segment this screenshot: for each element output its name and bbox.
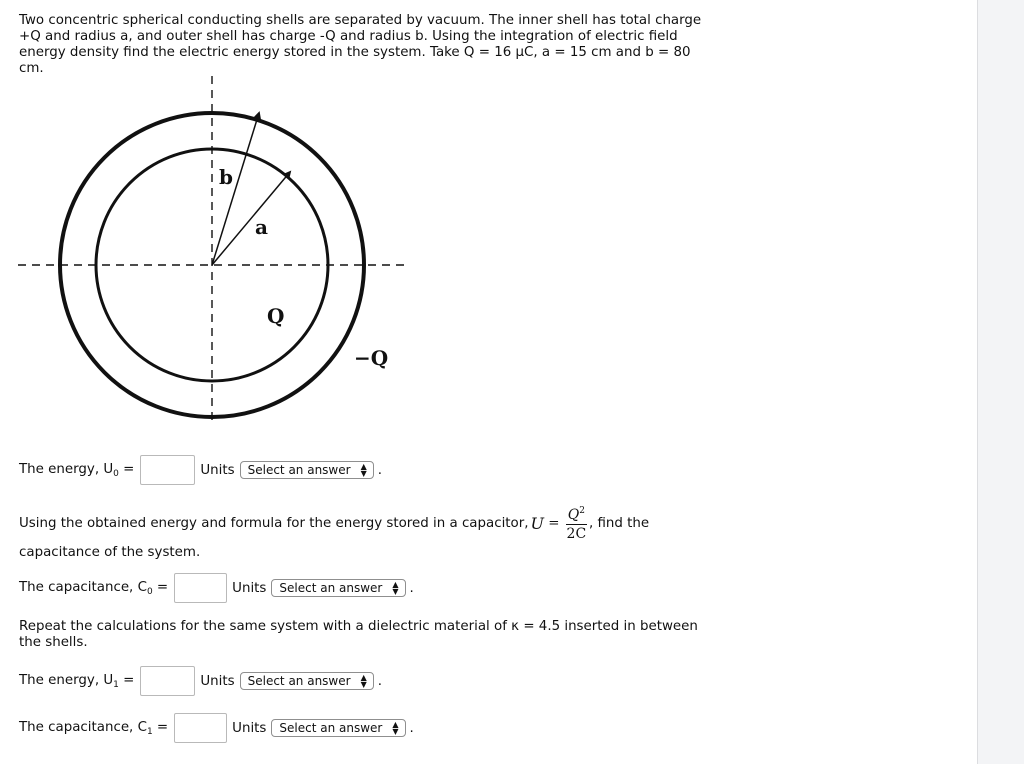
capacitor-paragraph (19, 504, 719, 561)
capacitance-c1-units-label: Units (232, 720, 267, 736)
select-arrows-icon: ▲ ▼ (360, 673, 367, 689)
capacitance-c1-label: The capacitance, $C_1$ = (19, 719, 169, 737)
label-b: b (219, 165, 233, 189)
select-arrows-icon: ▲ ▼ (392, 580, 399, 596)
energy-u1-units-label: Units (200, 673, 235, 689)
fraction-denominator: 2C (566, 526, 587, 542)
fraction-comma: , (588, 515, 594, 531)
capacitance-c0-input[interactable] (174, 573, 227, 603)
capacitance-c1-select-text: Select an answer (279, 721, 383, 735)
energy-u1-select-text: Select an answer (247, 674, 351, 688)
capacitance-c0-label: The capacitance, $C_0$ = (19, 579, 169, 597)
label-q-outer: −Q (354, 346, 389, 370)
capacitance-c0-period: . (409, 580, 414, 596)
select-arrows-icon: ▲ ▼ (392, 720, 399, 736)
energy-u0-select-text: Select an answer (247, 463, 351, 477)
capacitor-line2-text: capacitance of the system. (19, 545, 201, 560)
concentric-shells-figure (18, 76, 410, 428)
select-arrows-icon: ▲ ▼ (360, 462, 367, 478)
energy-u0-row (19, 455, 382, 485)
dielectric-paragraph: Repeat the calculations for the same system with a dielectric material of κ = 4.5 inserted in between the shells. (19, 619, 698, 650)
energy-u0-input[interactable] (140, 455, 195, 485)
energy-u0-units-select[interactable] (240, 461, 374, 479)
energy-u0-period: . (377, 462, 382, 478)
capacitance-c0-select-text: Select an answer (279, 581, 383, 595)
label-a: a (255, 215, 268, 239)
capacitor-tail-text: find the (593, 515, 650, 531)
capacitor-lead-text: Using the obtained energy and formula for the energy stored in a capacitor, (19, 515, 529, 531)
energy-u1-period: . (377, 673, 382, 689)
energy-u0-label: The energy, $U_0$ = (19, 461, 135, 479)
capacitance-c1-period: . (409, 720, 414, 736)
capacitance-c1-units-select[interactable] (271, 719, 405, 737)
question-text: Two concentric spherical conducting shells are separated by vacuum. The inner shell has total charge +Q and radius a, and outer shell has charge -Q and radius b. Using the integration of electric field energy density find the electric energy stored in the system. Take Q = 16 μC, a = 15 cm and b = 80 cm. (19, 13, 702, 76)
energy-u1-label: The energy, $U_1$ = (19, 672, 135, 690)
energy-u1-row (19, 666, 382, 696)
energy-variable-u: U (530, 513, 544, 533)
label-q-inner: Q (267, 304, 285, 328)
fraction-numerator-q: Q (567, 507, 580, 523)
capacitance-c1-input[interactable] (174, 713, 227, 743)
energy-u1-units-select[interactable] (240, 672, 374, 690)
capacitor-energy-fraction (566, 503, 587, 542)
capacitance-c1-row (19, 713, 414, 743)
capacitance-c0-units-label: Units (232, 580, 267, 596)
radius-b-arrow (212, 113, 259, 265)
energy-u1-input[interactable] (140, 666, 195, 696)
capacitance-c0-row (19, 573, 414, 603)
energy-u0-units-label: Units (200, 462, 235, 478)
right-gutter-panel (977, 0, 1024, 764)
capacitance-c0-units-select[interactable] (271, 579, 405, 597)
equals-sign: = (544, 515, 564, 531)
fraction-numerator-exponent: 2 (579, 506, 585, 516)
